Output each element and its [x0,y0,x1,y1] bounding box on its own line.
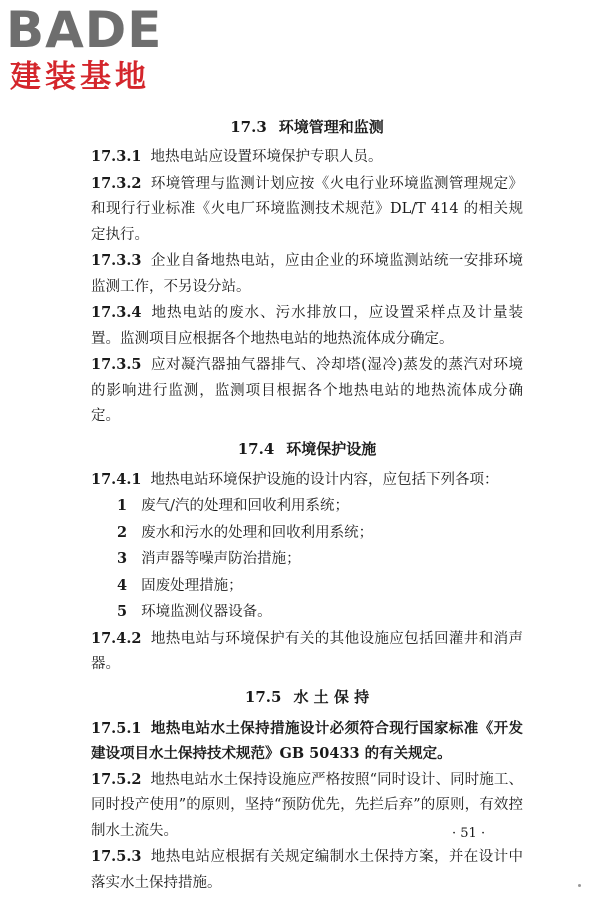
clause: 17.3.1 地热电站应设置环境保护专职人员。 [91,148,383,165]
list-item: 3 消声器等噪声防治措施； [117,550,301,567]
clause-mandatory: 17.5.1 地热电站水土保持措施设计必须符合现行国家标准《开发建设项目水土保持技术规范》GB 50433 的有关规定。 [91,719,523,762]
logo-subtitle: 建装基地 [10,59,150,95]
list-item: 1 废气/汽的处理和回收利用系统； [117,497,349,514]
clause: 17.4.1 地热电站环境保护设施的设计内容，应包括下列各项： [91,470,499,488]
list-item: 5 环境监测仪器设备。 [117,603,272,620]
section-heading: 17.3 环境管理和监测 [230,118,384,136]
logo-letters: BADE [6,1,163,59]
logo-wordmark [6,1,163,59]
scan-speck [578,884,581,887]
section-heading: 17.5 水 土 保 持 [244,687,370,706]
clause: 17.4.2 地热电站与环境保护有关的其他设施应包括回灌井和消声器。 [91,629,523,672]
clause: 17.3.5 应对凝汽器抽气器排气、冷却塔(湿冷)蒸发的蒸汽对环境的影响进行监测，监测项目根据各个地热电站的地热流体成分确定。 [91,356,523,424]
list-item: 4 固废处理措施； [117,576,243,594]
page-number: · 51 · [452,826,486,841]
clause: 17.5.2 地热电站水土保持设施应严格按照“同时设计、同时施工、同时投产使用”的原则，坚持“预防优先，先拦后弃”的原则，有效控制水土流失。 [91,770,523,839]
clause: 17.3.2 环境管理与监测计划应按《火电行业环境监测管理规定》和现行行业标准《火电厂环境监测技术规范》DL/T 414 的相关规定执行。 [91,174,523,243]
bade-logo [6,1,163,95]
clause: 17.3.3 企业自备地热电站，应由企业的环境监测站统一安排环境监测工作，不另设分站。 [91,252,523,295]
clause: 17.5.3 地热电站应根据有关规定编制水土保持方案，并在设计中落实水土保持措施。 [91,848,523,891]
section-heading: 17.4 环境保护设施 [237,439,377,458]
clause: 17.3.4 地热电站的废水、污水排放口，应设置采样点及计量装置。监测项目应根据各个地热电站的地热流体成分确定。 [91,304,523,347]
list-item: 2 废水和污水的处理和回收利用系统； [117,523,374,541]
document-body [91,116,523,896]
